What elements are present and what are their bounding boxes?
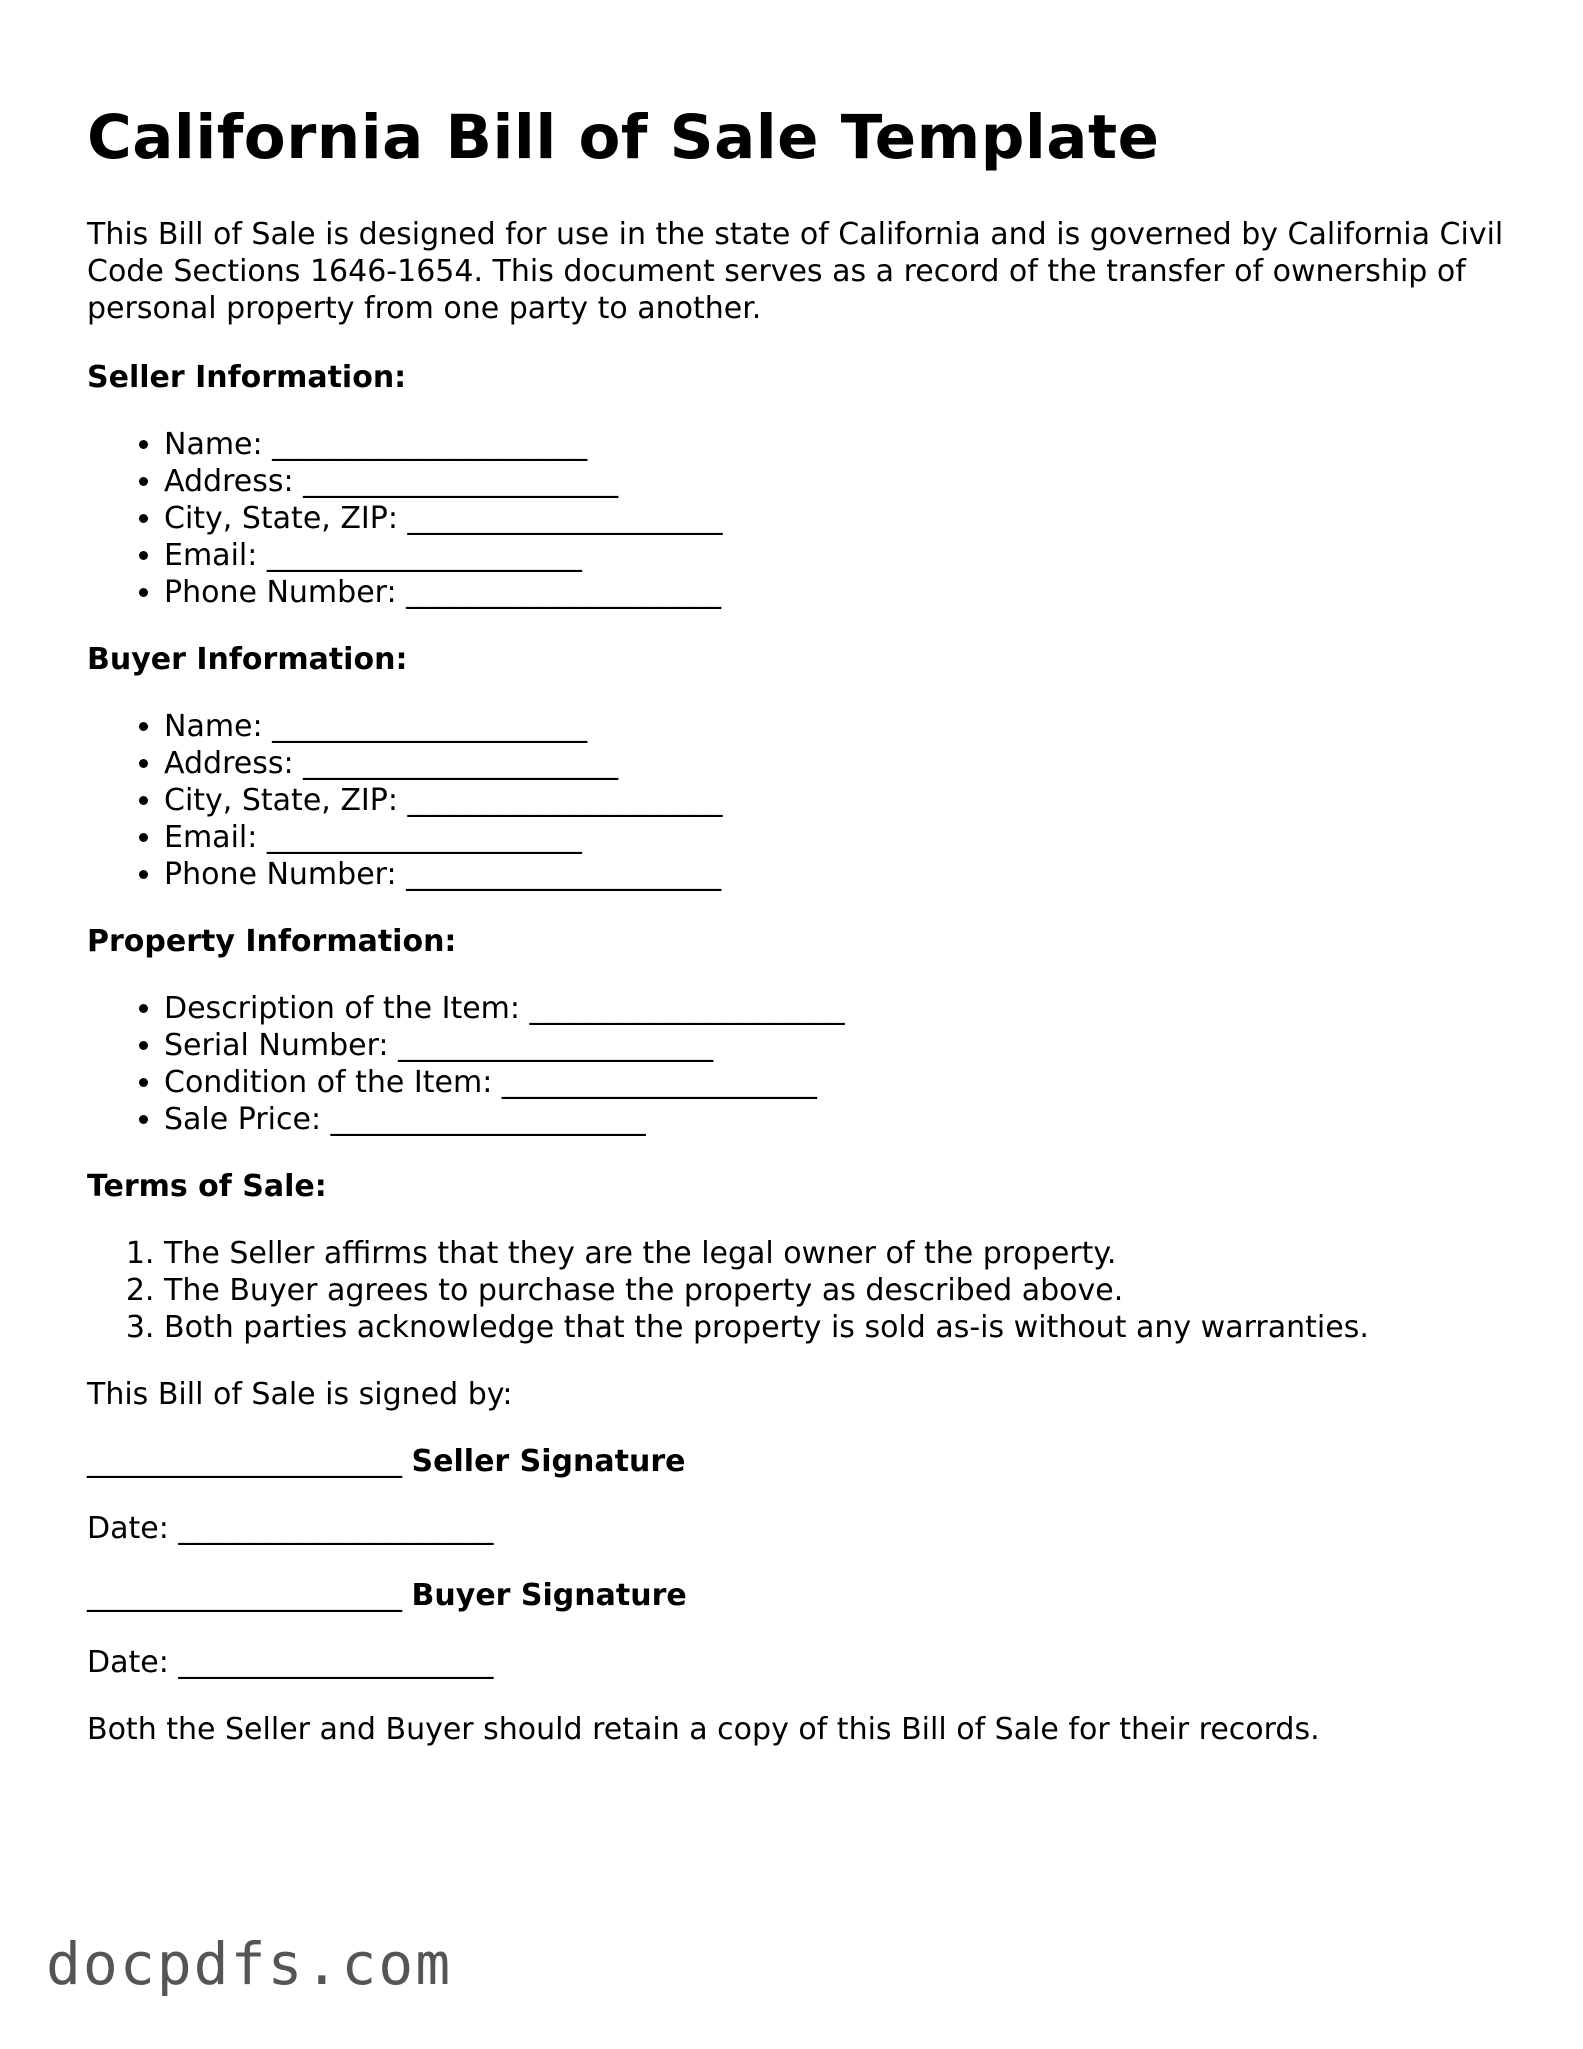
seller-field-phone: • Phone Number: _____________________	[164, 574, 1507, 611]
seller-field-name: • Name: _____________________	[164, 426, 1507, 463]
footer-note: Both the Seller and Buyer should retain a copy of this Bill of Sale for their records.	[87, 1712, 1320, 1748]
term-item: 2. The Buyer agrees to purchase the property as described above.	[164, 1272, 1507, 1309]
seller-signature-blank: _____________________	[87, 1444, 402, 1480]
watermark: docpdfs.com	[46, 1930, 453, 1998]
terms-list	[87, 1235, 1507, 1346]
buyer-field-email: • Email: _____________________	[164, 819, 1507, 856]
seller-heading: Seller Information:	[87, 360, 407, 396]
buyer-date-line	[87, 1644, 1507, 1681]
term-item: 3. Both parties acknowledge that the property is sold as-is without any warranties.	[164, 1309, 1507, 1346]
seller-signature-line	[87, 1443, 1507, 1480]
buyer-field-name: • Name: _____________________	[164, 708, 1507, 745]
buyer-field-address: • Address: _____________________	[164, 745, 1507, 782]
buyer-signature-label: Buyer Signature	[411, 1578, 687, 1614]
buyer-heading: Buyer Information:	[87, 642, 408, 678]
document-page	[87, 100, 1507, 1778]
signed-by-text: This Bill of Sale is signed by:	[87, 1377, 513, 1413]
seller-date-blank: _____________________	[178, 1511, 494, 1547]
document-title: California Bill of Sale Template	[87, 102, 1160, 173]
property-field-serial: • Serial Number: _____________________	[164, 1027, 1507, 1064]
property-field-list	[87, 990, 1507, 1138]
seller-field-city-state-zip: • City, State, ZIP: _____________________	[164, 500, 1507, 537]
date-label: Date:	[87, 1511, 169, 1547]
intro-paragraph: This Bill of Sale is designed for use in the state of California and is governed by California Civil Code Sections 1646-1654. This document serves as a record of the transfer of ownership of personal property from one party to another.	[87, 217, 1504, 327]
buyer-field-phone: • Phone Number: _____________________	[164, 856, 1507, 893]
buyer-field-list	[87, 708, 1507, 893]
date-label: Date:	[87, 1645, 169, 1681]
property-heading: Property Information:	[87, 924, 457, 960]
term-item: 1. The Seller affirms that they are the legal owner of the property.	[164, 1235, 1507, 1272]
seller-field-list	[87, 426, 1507, 611]
property-field-sale-price: • Sale Price: _____________________	[164, 1101, 1507, 1138]
seller-date-line	[87, 1510, 1507, 1547]
seller-field-address: • Address: _____________________	[164, 463, 1507, 500]
terms-heading: Terms of Sale:	[87, 1169, 327, 1205]
buyer-signature-blank: _____________________	[87, 1578, 402, 1614]
seller-signature-label: Seller Signature	[411, 1444, 686, 1480]
buyer-date-blank: _____________________	[178, 1645, 494, 1681]
property-field-condition: • Condition of the Item: _____________________	[164, 1064, 1507, 1101]
buyer-field-city-state-zip: • City, State, ZIP: _____________________	[164, 782, 1507, 819]
seller-field-email: • Email: _____________________	[164, 537, 1507, 574]
buyer-signature-line	[87, 1577, 1507, 1614]
property-field-description: • Description of the Item: _____________________	[164, 990, 1507, 1027]
